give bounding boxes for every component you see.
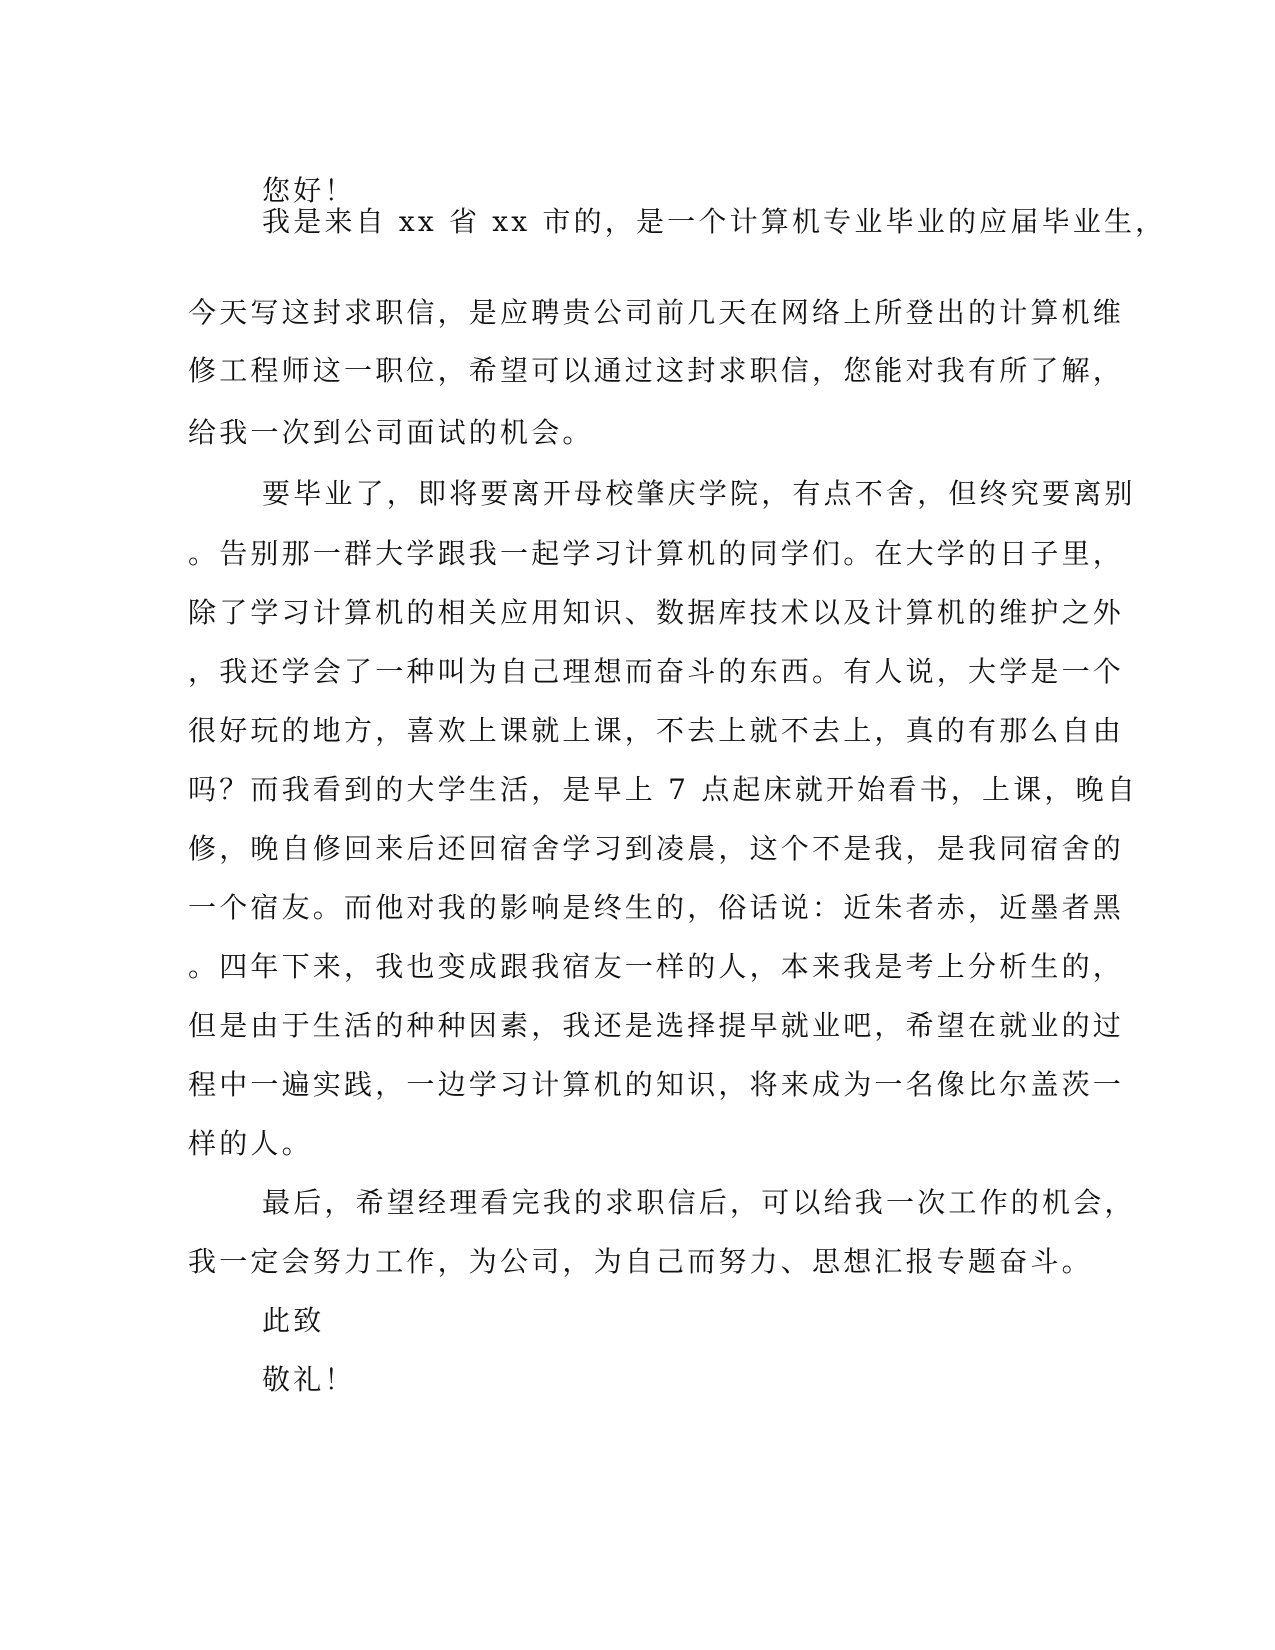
paragraph-line: 修工程师这一职位，希望可以通过这封求职信，您能对我有所了解， [188, 354, 1125, 387]
salutation-line: 敬礼！ [262, 1363, 356, 1396]
paragraph-line: ，我还学会了一种叫为自己理想而奋斗的东西。有人说，大学是一个 [188, 655, 1125, 688]
paragraph-line: 样的人。 [188, 1127, 313, 1160]
closing-line: 此致 [262, 1304, 325, 1337]
paragraph-line: 一个宿友。而他对我的影响是终生的，俗话说：近朱者赤，近墨者黑 [188, 891, 1125, 924]
paragraph-line: 很好玩的地方，喜欢上课就上课，不去上就不去上，真的有那么自由 [188, 714, 1125, 747]
paragraph-line: 。四年下来，我也变成跟我宿友一样的人，本来我是考上分析生的， [188, 950, 1125, 983]
paragraph-line: 今天写这封求职信，是应聘贵公司前几天在网络上所登出的计算机维 [188, 296, 1125, 329]
paragraph-line: 我一定会努力工作，为公司，为自己而努力、思想汇报专题奋斗。 [188, 1245, 1093, 1278]
paragraph-line: 我是来自 xx 省 xx 市的，是一个计算机专业毕业的应届毕业生， [262, 205, 1167, 238]
greeting: 您好！ [262, 174, 356, 207]
paragraph-line: 给我一次到公司面试的机会。 [188, 416, 594, 449]
paragraph-line: 程中一遍实践，一边学习计算机的知识，将来成为一名像比尔盖茨一 [188, 1068, 1125, 1101]
paragraph-line: 要毕业了，即将要离开母校肇庆学院，有点不舍，但终究要离别 [262, 477, 1136, 510]
paragraph-line: 但是由于生活的种种因素，我还是选择提早就业吧，希望在就业的过 [188, 1009, 1125, 1042]
paragraph-line: 修，晚自修回来后还回宿舍学习到凌晨，这个不是我，是我同宿舍的 [188, 832, 1125, 865]
paragraph-line: 吗？而我看到的大学生活，是早上 7 点起床就开始看书，上课，晚自 [188, 773, 1139, 806]
paragraph-line: 除了学习计算机的相关应用知识、数据库技术以及计算机的维护之外 [188, 596, 1125, 629]
paragraph-line: 最后，希望经理看完我的求职信后，可以给我一次工作的机会， [262, 1186, 1136, 1219]
paragraph-line: 。告别那一群大学跟我一起学习计算机的同学们。在大学的日子里， [188, 537, 1125, 570]
